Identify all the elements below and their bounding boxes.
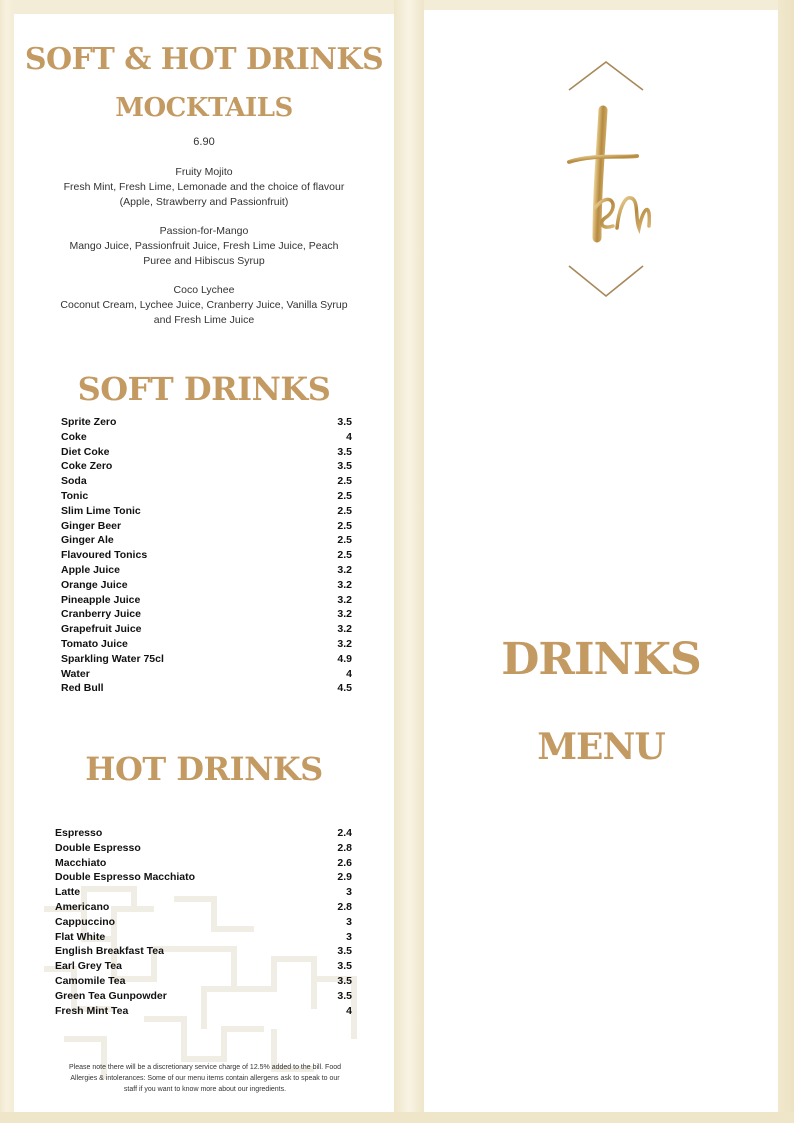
drink-name: Double Espresso Macchiato [55, 871, 196, 884]
drink-price: 3.5 [337, 960, 352, 973]
mocktail-description: Puree and Hibiscus Syrup [143, 255, 265, 267]
service-charge-note [40, 1062, 370, 1095]
drink-name: Cappuccino [55, 915, 116, 928]
mocktail-description: Fresh Mint, Fresh Lime, Lemonade and the choice of flavour [63, 181, 345, 193]
chevron-up-icon [569, 62, 643, 90]
list-item [55, 856, 352, 871]
drink-name: Flat White [55, 930, 106, 943]
list-item [61, 430, 352, 445]
left-menu-page [14, 14, 394, 1112]
list-item [61, 563, 352, 578]
list-item [55, 826, 352, 841]
drink-price: 3.5 [337, 989, 352, 1002]
drink-name: Ginger Ale [61, 534, 114, 547]
drink-name: Espresso [55, 827, 103, 839]
bottom-page-edge [0, 1112, 794, 1123]
drink-name: Flavoured Tonics [61, 549, 148, 562]
list-item [61, 681, 352, 696]
mocktail-description: and Fresh Lime Juice [153, 314, 255, 326]
drink-name: Earl Grey Tea [55, 960, 122, 973]
drink-price: 3 [346, 930, 352, 943]
list-item [61, 504, 352, 519]
drink-name: Diet Coke [61, 445, 110, 458]
drink-price: 2.5 [337, 504, 352, 517]
list-item [61, 459, 352, 474]
list-item [55, 885, 352, 900]
mocktail-item [14, 224, 394, 269]
drink-name: Grapefruit Juice [61, 623, 142, 636]
drink-price: 3.2 [337, 608, 352, 621]
list-item [55, 930, 352, 945]
list-item [61, 667, 352, 682]
drink-name: Camomile Tea [55, 974, 126, 987]
drink-price: 3.2 [337, 563, 352, 576]
drink-name: Cranberry Juice [61, 608, 141, 621]
drink-name: Double Espresso [55, 841, 141, 854]
list-item [55, 841, 352, 856]
ten-script-mark [569, 110, 649, 238]
list-item [61, 637, 352, 652]
soft-drinks-list [61, 415, 352, 696]
list-item [55, 870, 352, 885]
list-item [55, 974, 352, 989]
drink-price: 2.8 [337, 841, 352, 854]
hot-drinks-list [55, 826, 352, 1018]
menu-subtitle: MENU [537, 726, 665, 768]
drink-price: 3.2 [337, 578, 352, 591]
drink-name: Fresh Mint Tea [55, 1004, 129, 1017]
drink-name: Pineapple Juice [61, 593, 141, 606]
mocktails-title: MOCKTAILS [115, 93, 293, 123]
list-item [61, 652, 352, 667]
drink-name: Latte [55, 886, 81, 899]
mocktail-item [14, 165, 394, 210]
mocktail-item [14, 283, 394, 328]
list-item [61, 489, 352, 504]
list-item [55, 900, 352, 915]
drink-price: 2.5 [337, 489, 352, 502]
footer-line: Please note there will be a discretionary service charge of 12.5% added to the bill. Food [69, 1064, 341, 1071]
drink-price: 2.5 [337, 534, 352, 547]
drink-name: Soda [61, 475, 87, 488]
drink-price: 3.5 [337, 945, 352, 958]
drink-price: 3.5 [337, 460, 352, 473]
drink-price: 4.9 [337, 652, 352, 665]
drink-name: Orange Juice [61, 578, 128, 591]
drink-price: 4.5 [337, 682, 352, 695]
drink-price: 3.5 [337, 445, 352, 458]
drink-price: 2.9 [337, 871, 352, 884]
list-item [55, 944, 352, 959]
drink-price: 2.5 [337, 475, 352, 488]
drink-name: Americano [55, 900, 110, 913]
list-item [61, 415, 352, 430]
drink-name: Macchiato [55, 856, 107, 869]
footer-line: Allergies & intolerances: Some of our menu items contain allergens ask to speak to our [70, 1075, 340, 1082]
drink-name: Coke Zero [61, 460, 113, 473]
chevron-down-icon [569, 266, 643, 296]
list-item [55, 915, 352, 930]
drink-name: Tomato Juice [61, 637, 128, 650]
drink-name: Slim Lime Tonic [61, 504, 141, 517]
drink-name: Tonic [61, 489, 89, 502]
drink-name: Sprite Zero [61, 416, 117, 428]
list-item [61, 445, 352, 460]
list-item [61, 548, 352, 563]
drink-price: 4 [346, 667, 352, 680]
drink-price: 3.5 [337, 416, 352, 428]
drink-price: 2.4 [337, 827, 352, 839]
drink-price: 3.5 [337, 974, 352, 987]
mocktail-description: (Apple, Strawberry and Passionfruit) [119, 196, 289, 208]
drink-name: Green Tea Gunpowder [55, 989, 167, 1002]
drink-name: Water [61, 667, 90, 680]
mocktail-description: Mango Juice, Passionfruit Juice, Fresh Lime Juice, Peach [69, 240, 339, 252]
drink-price: 3.2 [337, 593, 352, 606]
list-item [61, 474, 352, 489]
drink-price: 3 [346, 886, 352, 899]
soft-drinks-title: SOFT DRINKS [77, 370, 331, 408]
drinks-title: DRINKS [501, 634, 701, 685]
drink-price: 3.2 [337, 637, 352, 650]
hot-drinks-title: HOT DRINKS [85, 750, 323, 788]
list-item [61, 607, 352, 622]
mocktail-name: Coco Lychee [173, 284, 235, 296]
list-item [55, 1004, 352, 1019]
drink-price: 4 [346, 1004, 352, 1017]
drink-price: 2.8 [337, 900, 352, 913]
drink-name: Sparkling Water 75cl [61, 652, 164, 665]
drink-price: 3 [346, 915, 352, 928]
right-page-edge [778, 0, 794, 1123]
drink-price: 2.5 [337, 519, 352, 532]
mocktails-price: 6.90 [193, 136, 215, 148]
drink-name: Ginger Beer [61, 519, 122, 532]
mocktail-name: Fruity Mojito [175, 166, 233, 178]
soft-hot-drinks-title: SOFT & HOT DRINKS [24, 42, 384, 77]
drink-name: Coke [61, 430, 87, 443]
right-cover-page [424, 10, 778, 1112]
list-item [55, 959, 352, 974]
mocktail-description: Coconut Cream, Lychee Juice, Cranberry Juice, Vanilla Syrup [60, 299, 348, 311]
list-item [61, 622, 352, 637]
drink-price: 4 [346, 430, 352, 443]
drink-name: English Breakfast Tea [55, 945, 164, 958]
page-gutter [394, 0, 424, 1123]
list-item [61, 578, 352, 593]
drink-name: Red Bull [61, 682, 104, 695]
list-item [61, 593, 352, 608]
drink-price: 2.6 [337, 856, 352, 869]
footer-line: staff if you want to know more about our ingredients. [123, 1086, 287, 1093]
drink-name: Apple Juice [61, 563, 120, 576]
ten-logo [561, 58, 651, 308]
list-item [55, 989, 352, 1004]
mocktail-name: Passion-for-Mango [159, 225, 249, 237]
drink-price: 2.5 [337, 549, 352, 562]
list-item [61, 533, 352, 548]
drink-price: 3.2 [337, 623, 352, 636]
list-item [61, 519, 352, 534]
